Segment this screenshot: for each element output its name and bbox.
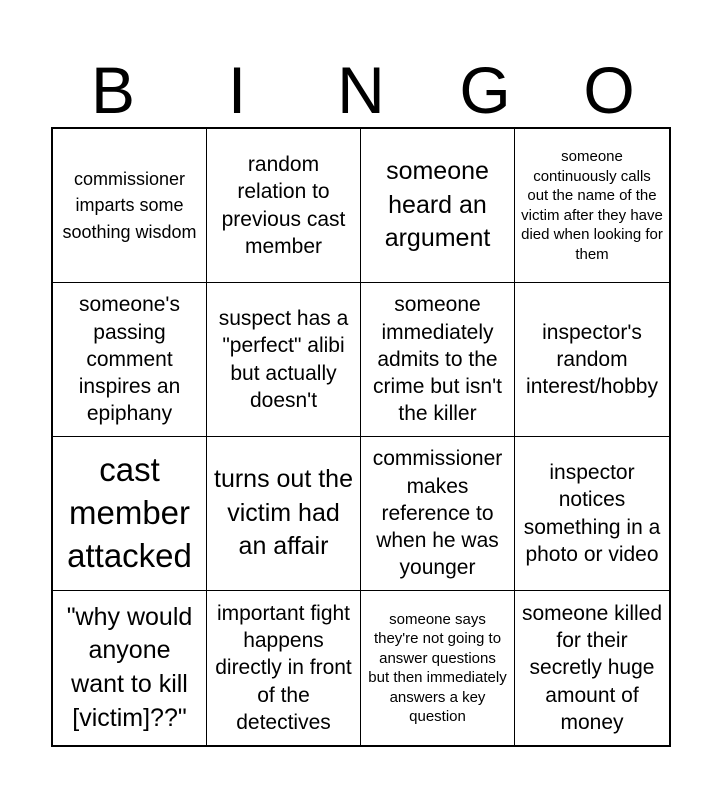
bingo-cell[interactable]: "why would anyone want to kill [victim]??" bbox=[53, 591, 207, 745]
header-letter-g: G bbox=[459, 53, 511, 127]
bingo-cell[interactable]: someone killed for their secretly huge amount of money bbox=[521, 601, 663, 734]
bingo-cell[interactable]: commissioner makes reference to when he was younger bbox=[361, 437, 515, 591]
bingo-header bbox=[51, 52, 671, 128]
header-letter-o: O bbox=[583, 53, 635, 127]
bingo-cell[interactable]: someone continuously calls out the name of the victim after they have died when looking for them bbox=[515, 129, 669, 283]
bingo-cell[interactable]: important fight happens directly in front of the detectives bbox=[207, 591, 361, 745]
bingo-grid bbox=[51, 127, 671, 747]
bingo-cell[interactable]: inspector's random interest/hobby bbox=[515, 283, 669, 437]
bingo-cell[interactable]: suspect has a "perfect" alibi but actually doesn't bbox=[207, 283, 361, 437]
header-letter-n: N bbox=[337, 53, 385, 127]
header-letter-i: I bbox=[227, 53, 247, 127]
bingo-cell[interactable]: commissioner imparts some soothing wisdom bbox=[53, 129, 207, 283]
bingo-cell[interactable]: someone heard an argument bbox=[361, 129, 515, 283]
bingo-cell[interactable]: cast member attacked bbox=[53, 437, 207, 591]
bingo-cell[interactable]: random relation to previous cast member bbox=[207, 129, 361, 283]
bingo-cell[interactable]: turns out the victim had an affair bbox=[207, 437, 361, 591]
bingo-cell[interactable]: someone immediately admits to the crime but isn't the killer bbox=[361, 283, 515, 437]
bingo-cell[interactable]: someone says they're not going to answer questions but then immediately answers a key question bbox=[361, 591, 515, 745]
header-letter-b: B bbox=[90, 53, 136, 127]
bingo-cell[interactable]: someone's passing comment inspires an epiphany bbox=[53, 283, 207, 437]
bingo-cell[interactable]: inspector notices something in a photo or video bbox=[515, 437, 669, 591]
